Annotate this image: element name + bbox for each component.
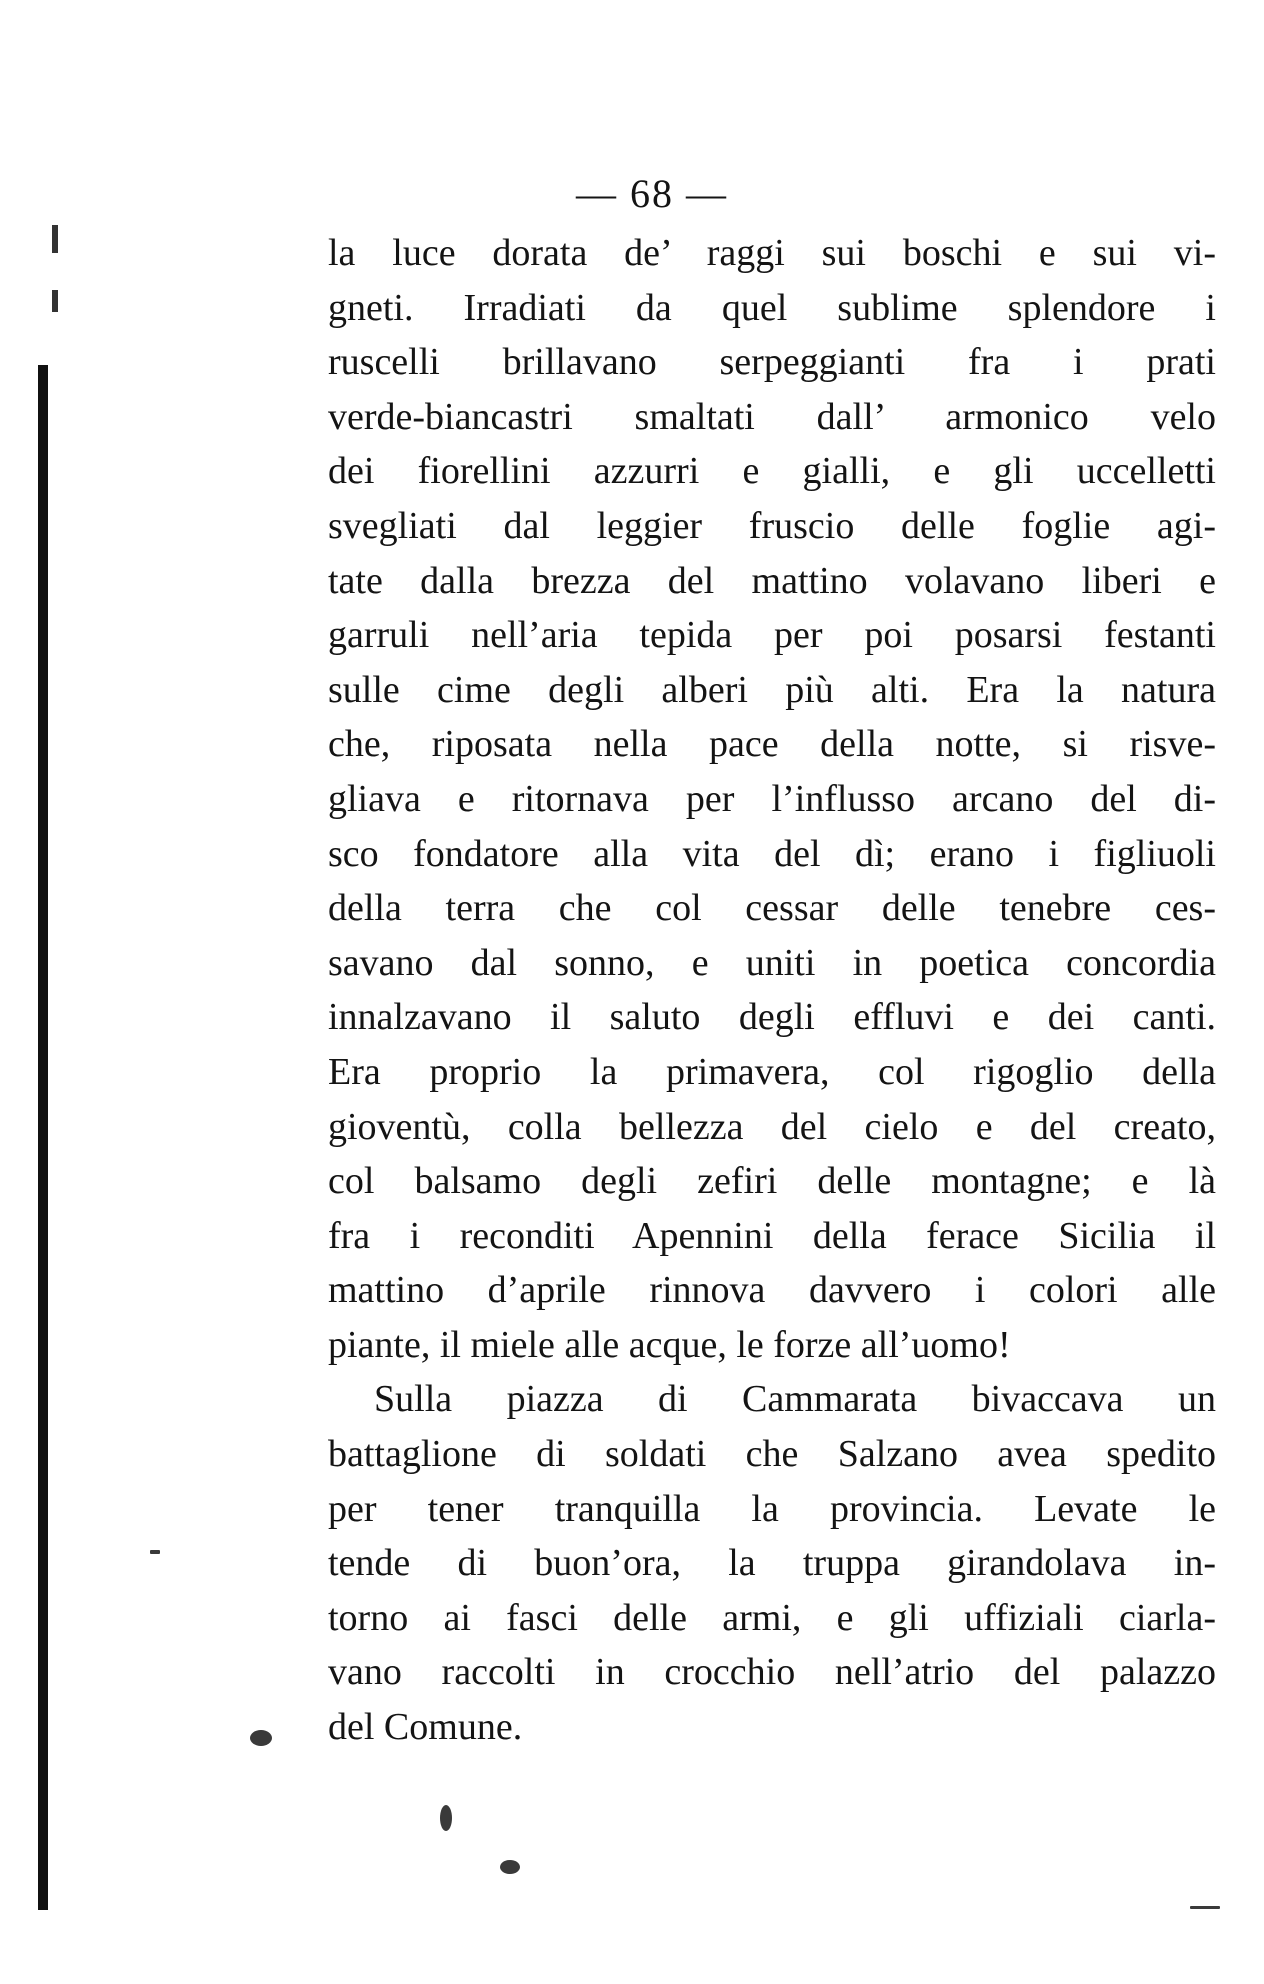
- scan-speck: [440, 1805, 452, 1831]
- text-line: battaglione di soldati che Salzano avea spedito: [328, 1433, 1216, 1476]
- text-line: della terra che col cessar delle tenebre ces-: [328, 887, 1216, 930]
- paragraph-start-line: Sulla piazza di Cammarata bivaccava un: [374, 1378, 1216, 1421]
- text-line: piante, il miele alle acque, le forze all’uomo!: [328, 1323, 1011, 1366]
- text-line: torno ai fasci delle armi, e gli uffiziali ciarla-: [328, 1596, 1216, 1639]
- text-line: verde-biancastri smaltati dall’ armonico velo: [328, 395, 1216, 438]
- text-line: che, riposata nella pace della notte, si risve-: [328, 723, 1216, 766]
- scan-speck: [250, 1730, 272, 1746]
- text-line: ruscelli brillavano serpeggianti fra i prati: [328, 341, 1216, 384]
- binding-mark: [52, 290, 58, 312]
- text-line: tende di buon’ora, la truppa girandolava in-: [328, 1542, 1216, 1585]
- text-line: gioventù, colla bellezza del cielo e del creato,: [328, 1105, 1216, 1148]
- text-line: savano dal sonno, e uniti in poetica concordia: [328, 941, 1216, 984]
- text-line: mattino d’aprile rinnova davvero i colori alle: [328, 1269, 1216, 1312]
- scan-speck: [500, 1860, 520, 1874]
- scan-speck: [150, 1550, 160, 1554]
- text-line: del Comune.: [328, 1706, 523, 1749]
- scan-speck: [1190, 1906, 1220, 1909]
- text-line: innalzavano il saluto degli effluvi e dei canti.: [328, 996, 1216, 1039]
- text-line: gneti. Irradiati da quel sublime splendore i: [328, 286, 1216, 329]
- text-line: svegliati dal leggier fruscio delle foglie agi-: [328, 504, 1216, 547]
- text-line: fra i reconditi Apennini della ferace Sicilia il: [328, 1214, 1216, 1257]
- binding-mark: [52, 225, 58, 253]
- text-line: sco fondatore alla vita del dì; erano i figliuoli: [328, 832, 1216, 875]
- text-line: tate dalla brezza del mattino volavano liberi e: [328, 559, 1216, 602]
- text-line: dei fiorellini azzurri e gialli, e gli uccelletti: [328, 450, 1216, 493]
- page-number: — 68 —: [576, 171, 728, 216]
- text-line: sulle cime degli alberi più alti. Era la natura: [328, 668, 1216, 711]
- text-line: vano raccolti in crocchio nell’atrio del palazzo: [328, 1651, 1216, 1694]
- text-line: la luce dorata de’ raggi sui boschi e sui vi-: [328, 232, 1216, 274]
- text-line: garruli nell’aria tepida per poi posarsi festanti: [328, 614, 1216, 657]
- text-line: Era proprio la primavera, col rigoglio della: [328, 1050, 1216, 1093]
- body-text: [328, 226, 1216, 1755]
- binding-edge: [38, 365, 48, 1910]
- text-line: gliava e ritornava per l’influsso arcano del di-: [328, 777, 1216, 820]
- text-line: per tener tranquilla la provincia. Levate le: [328, 1487, 1216, 1530]
- text-line: col balsamo degli zefiri delle montagne; e là: [328, 1160, 1216, 1203]
